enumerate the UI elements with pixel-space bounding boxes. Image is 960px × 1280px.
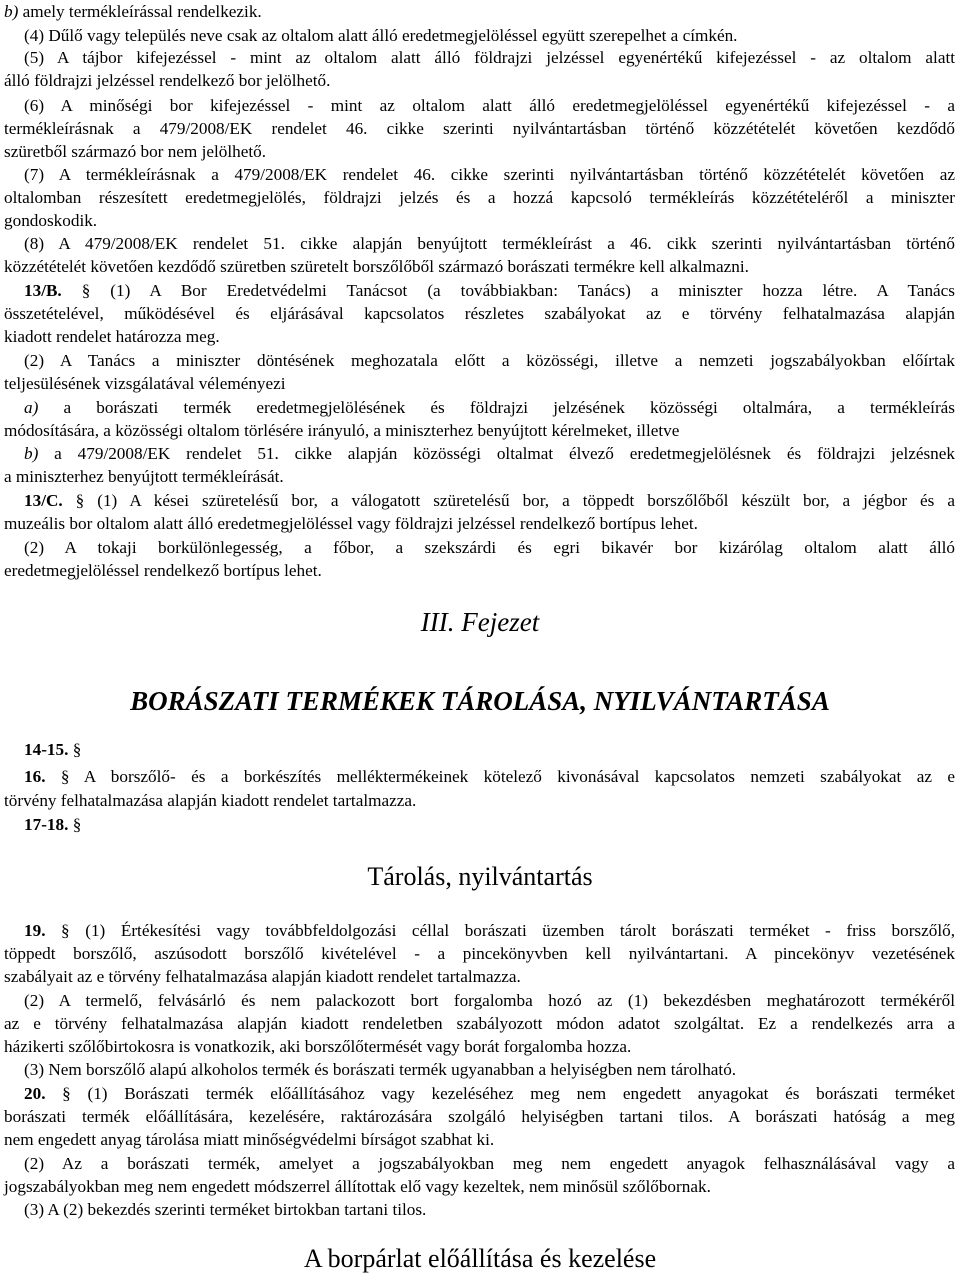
text-line [4,304,955,324]
text-run: eredetmegjelöléssel rendelkező bortípus lehet. [4,561,322,580]
text-run: (5) A tájbor kifejezéssel - mint az oltalom alatt álló földrajzi jelzéssel egyenértékű kifejezéssel - az oltalom alatt [24,48,955,67]
text-run: módosítására, a közösségi oltalom törlésére irányuló, a miniszterhez benyújtott kérelmeket, illetve [4,421,680,440]
text-line [4,1130,955,1150]
text-run: (8) A 479/2008/EK rendelet 51. cikke alapján benyújtott termékleírást a 46. cikk szerinti nyilvántartásban történő [24,234,955,253]
text-line [4,421,955,441]
text-run: § (1) Borászati termék előállításához vagy kezeléséhez meg nem engedett anyagokat és borászati terméket [45,1084,955,1103]
text-line [24,767,955,787]
text-line [4,1037,955,1057]
text-line [4,514,955,534]
text-run: gondoskodik. [4,211,98,230]
text-run: a borászati termék eredetmegjelölésének és földrajzi jelzésének közösségi oltalmára, a termékleírás [38,398,955,417]
text-run: szabályait az e törvény felhatalmazása alapján kiadott rendelet tartalmazza. [4,967,521,986]
text-run: § (1) Értékesítési vagy továbbfeldolgozási céllal borászati üzemben tárolt borászati terméket - friss borszőlő, [45,921,955,940]
text-run: kiadott rendelet határozza meg. [4,327,220,346]
text-run: § [68,740,82,759]
text-line [24,1200,955,1220]
text-run: a miniszterhez benyújtott termékleírását. [4,467,284,486]
text-run: (7) A termékleírásnak a 479/2008/EK rendelet 46. cikke szerinti nyilvántartásban történő közzétételét követően az [24,165,955,184]
text-line [24,538,955,558]
text-line [4,467,955,487]
text-line [4,188,955,208]
text-line [24,351,955,371]
text-run: álló földrajzi jelzéssel rendelkező bor jelölhető. [4,71,331,90]
text-run: amely termékleírással rendelkezik. [18,2,262,21]
text-run: (3) A (2) bekezdés szerinti terméket birtokban tartani tilos. [24,1200,427,1219]
text-line [24,815,955,835]
section-number: 13/B. [24,281,62,300]
text-line [4,944,955,964]
text-run: (2) A tokaji borkülönlegesség, a főbor, a szekszárdi és egri bikavér bor kizárólag oltalom alatt álló [24,538,955,557]
text-run: a 479/2008/EK rendelet 51. cikke alapján közösségi oltalmat élvező eredetmegjelölésnek és földrajzi jelzésnek [38,444,955,463]
text-line [4,257,955,277]
text-line [24,96,955,116]
text-run: összetételével, működésével és eljárásával kapcsolatos részletes szabályokat az e törvény felhatalmazása alapján [4,304,955,323]
text-run: az e törvény felhatalmazása alapján kiadott rendeletben szabályozott módon adatot szolgáltat. Ez a rendelkezés arra a [4,1014,955,1033]
text-line [24,444,955,464]
text-line [4,967,955,987]
text-run: § [68,815,82,834]
section-number: 17-18. [24,815,69,834]
section-number: 14-15. [24,740,69,759]
text-line [24,921,955,941]
text-run: muzeális bor oltalom alatt álló eredetmegjelöléssel vagy földrajzi jelzéssel rendelkező bortípus lehet. [4,514,698,533]
text-run: teljesülésének vizsgálatával véleményezi [4,374,286,393]
text-run: közzétételét követően kezdődő szüretben szüretelt borszőlőből származó borászati termékre kell alkalmazni. [4,257,749,276]
text-line [4,2,955,22]
text-line [4,791,955,811]
text-line [4,561,955,581]
text-line [24,1154,955,1174]
section-number: 19. [24,921,46,940]
text-line [24,234,955,254]
text-line [4,211,955,231]
text-run: szüretből származó bor nem jelölhető. [4,142,267,161]
text-run: töppedt borszőlő, aszúsodott borszőlő kivételével - a pincekönyvben kell nyilvántartani. A pincekönyv vezetésének [4,944,955,963]
text-line [24,1060,955,1080]
text-run: (4) Dűlő vagy település neve csak az oltalom alatt álló eredetmegjelöléssel együtt szerepelhet a címkén. [24,26,738,45]
section-heading: BORÁSZATI TERMÉKEK TÁROLÁSA, NYILVÁNTARTÁSA [130,686,830,716]
text-line [4,327,955,347]
text-run: termékleírásnak a 479/2008/EK rendelet 46. cikke szerinti nyilvántartásban történő közzétételét követően kezdődő [4,119,955,138]
section-number: 16. [24,767,46,786]
list-marker: b) [4,2,19,21]
text-line [24,1084,955,1104]
text-run: (3) Nem borszőlő alapú alkoholos termék és borászati termék ugyanabban a helyiségben nem tárolható. [24,1060,737,1079]
text-line [24,740,955,760]
text-run: § A borszőlő- és a borkészítés melléktermékeinek kötelező kivonásával kapcsolatos nemzeti szabályokat az e [45,767,955,786]
text-line [4,1177,955,1197]
text-line [24,281,955,301]
text-line [24,48,955,68]
section-number: 13/C. [24,491,63,510]
text-run: (2) Az a borászati termék, amelyet a jogszabályokban meg nem engedett anyagok felhasználásával vagy a [24,1154,955,1173]
text-line [4,374,955,394]
text-run: házikerti szőlőbirtokosra is vonatkozik, aki borszőlőtermését vagy borát forgalomba hozza. [4,1037,632,1056]
text-run: (2) A termelő, felvásárló és nem palackozott bort forgalomba hozó az (1) bekezdésben meghatározott termékéről [24,991,955,1010]
text-line [24,165,955,185]
text-line [24,991,955,1011]
text-run: nem engedett anyag tárolása miatt minőségvédelmi bírságot szabhat ki. [4,1130,495,1149]
text-line [4,1107,955,1127]
section-heading: A borpárlat előállítása és kezelése [303,1244,657,1273]
text-run: (2) A Tanács a miniszter döntésének meghozatala előtt a közösségi, illetve a nemzeti jogszabályokban előírtak [24,351,955,370]
text-line [4,71,955,91]
text-run: jogszabályokban meg nem engedett módszerrel állítottak elő vagy kezeltek, nem minősül szőlőbornak. [4,1177,711,1196]
section-heading: III. Fejezet [420,607,540,637]
section-heading: Tárolás, nyilvántartás [367,862,593,891]
text-line [4,119,955,139]
text-run: törvény felhatalmazása alapján kiadott rendelet tartalmazza. [4,791,417,810]
text-run: borászati termék előállítására, kezelésére, raktározására szolgáló helyiségben tartani tilos. A borászati hatóság a meg [4,1107,955,1126]
text-line [4,142,955,162]
text-line [24,491,955,511]
text-run: (6) A minőségi bor kifejezéssel - mint az oltalom alatt álló eredetmegjelöléssel egyenértékű kifejezéssel - a [24,96,955,115]
list-marker: b) [24,444,39,463]
list-marker: a) [24,398,39,417]
text-run: oltalomban részesített eredetmegjelölés, földrajzi jelzés és a hozzá kapcsoló termékleírás közzétételéről a miniszter [4,188,955,207]
text-line [4,1014,955,1034]
text-run: § (1) A Bor Eredetvédelmi Tanácsot (a továbbiakban: Tanács) a miniszter hozza létre. A Tanács [61,281,955,300]
text-line [24,398,955,418]
text-run: § (1) A kései szüretelésű bor, a válogatott szüretelésű bor, a töppedt borszőlőből készült bor, a jégbor és a [62,491,955,510]
section-number: 20. [24,1084,46,1103]
text-line [24,26,955,46]
